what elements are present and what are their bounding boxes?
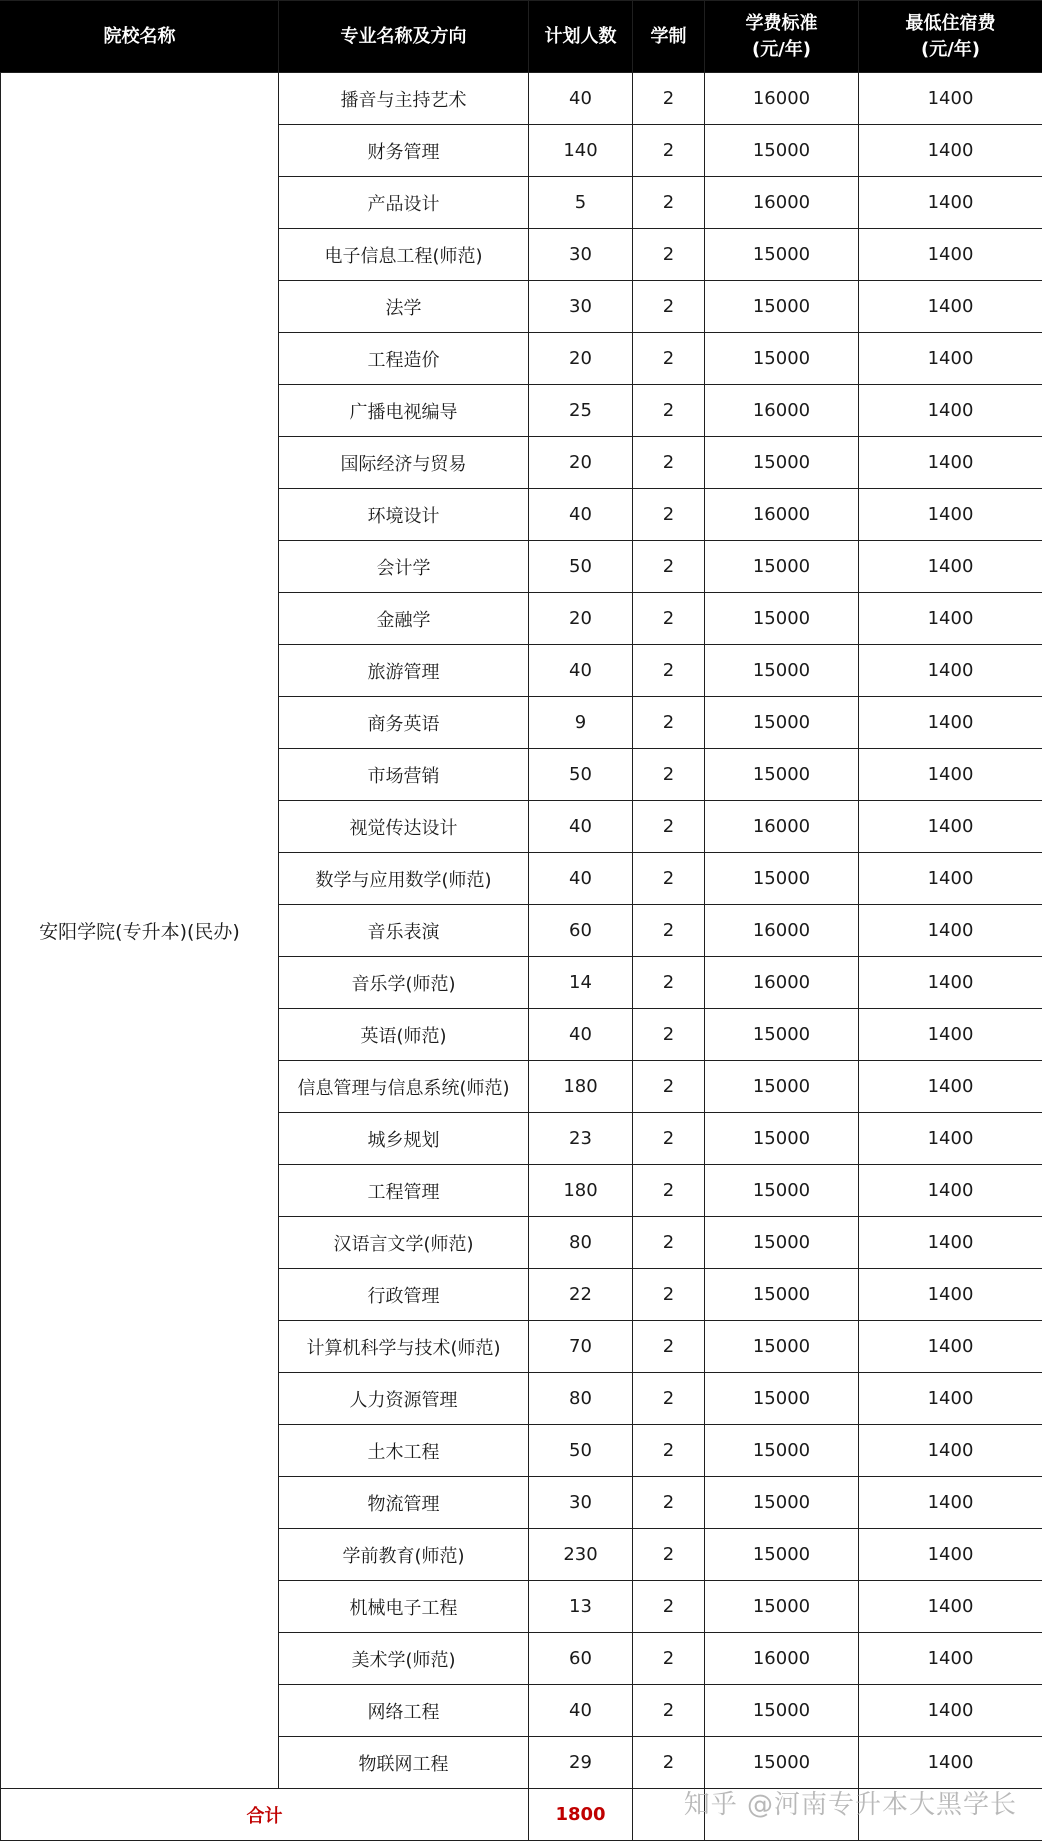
years-cell: 2 [633,229,705,281]
major-cell: 数学与应用数学(师范) [279,853,529,905]
major-cell: 国际经济与贸易 [279,437,529,489]
tuition-cell: 15000 [705,749,859,801]
plan-cell: 20 [529,593,633,645]
lodging-cell: 1400 [859,1113,1042,1165]
lodging-cell: 1400 [859,281,1042,333]
major-cell: 环境设计 [279,489,529,541]
major-cell: 英语(师范) [279,1009,529,1061]
major-cell: 网络工程 [279,1685,529,1737]
lodging-cell: 1400 [859,1217,1042,1269]
lodging-cell: 1400 [859,125,1042,177]
major-cell: 会计学 [279,541,529,593]
major-cell: 财务管理 [279,125,529,177]
header-tuition-line2: (元/年) [705,37,858,63]
tuition-cell: 15000 [705,1581,859,1633]
tuition-cell: 15000 [705,1009,859,1061]
tuition-cell: 16000 [705,1633,859,1685]
plan-cell: 22 [529,1269,633,1321]
years-cell: 2 [633,1009,705,1061]
plan-cell: 29 [529,1737,633,1789]
plan-cell: 9 [529,697,633,749]
tuition-cell: 16000 [705,801,859,853]
years-cell: 2 [633,593,705,645]
years-cell: 2 [633,1529,705,1581]
tuition-cell: 15000 [705,1737,859,1789]
years-cell: 2 [633,437,705,489]
watermark-text: 知乎 @河南专升本大黑学长 [684,1784,1017,1821]
plan-cell: 40 [529,645,633,697]
plan-cell: 13 [529,1581,633,1633]
plan-cell: 180 [529,1165,633,1217]
tuition-cell: 16000 [705,385,859,437]
tuition-cell: 15000 [705,1321,859,1373]
tuition-cell: 16000 [705,177,859,229]
tuition-cell: 16000 [705,489,859,541]
years-cell: 2 [633,385,705,437]
plan-cell: 20 [529,437,633,489]
lodging-cell: 1400 [859,957,1042,1009]
lodging-cell: 1400 [859,697,1042,749]
lodging-cell: 1400 [859,645,1042,697]
years-cell: 2 [633,177,705,229]
major-cell: 音乐学(师范) [279,957,529,1009]
lodging-cell: 1400 [859,1373,1042,1425]
years-cell: 2 [633,125,705,177]
lodging-cell: 1400 [859,437,1042,489]
lodging-cell: 1400 [859,1061,1042,1113]
tuition-cell: 15000 [705,1165,859,1217]
plan-cell: 140 [529,125,633,177]
lodging-cell: 1400 [859,853,1042,905]
years-cell: 2 [633,1061,705,1113]
major-cell: 计算机科学与技术(师范) [279,1321,529,1373]
plan-cell: 30 [529,229,633,281]
major-cell: 法学 [279,281,529,333]
header-plan: 计划人数 [529,1,633,73]
major-cell: 产品设计 [279,177,529,229]
tuition-cell: 15000 [705,1685,859,1737]
years-cell: 2 [633,1269,705,1321]
lodging-cell: 1400 [859,333,1042,385]
plan-cell: 40 [529,489,633,541]
plan-cell: 40 [529,1685,633,1737]
years-cell: 2 [633,957,705,1009]
plan-cell: 80 [529,1373,633,1425]
tuition-cell: 15000 [705,1217,859,1269]
tuition-cell: 15000 [705,1373,859,1425]
lodging-cell: 1400 [859,385,1042,437]
header-lodging [859,1,1042,73]
lodging-cell: 1400 [859,541,1042,593]
plan-cell: 23 [529,1113,633,1165]
years-cell: 2 [633,749,705,801]
tuition-cell: 16000 [705,73,859,125]
years-cell: 2 [633,541,705,593]
plan-cell: 40 [529,73,633,125]
lodging-cell: 1400 [859,1321,1042,1373]
years-cell: 2 [633,281,705,333]
major-cell: 电子信息工程(师范) [279,229,529,281]
lodging-cell: 1400 [859,489,1042,541]
years-cell: 2 [633,645,705,697]
lodging-cell: 1400 [859,593,1042,645]
tuition-cell: 16000 [705,905,859,957]
lodging-cell: 1400 [859,229,1042,281]
lodging-cell: 1400 [859,1269,1042,1321]
tuition-cell: 15000 [705,645,859,697]
tuition-cell: 15000 [705,125,859,177]
major-cell: 播音与主持艺术 [279,73,529,125]
lodging-cell: 1400 [859,1425,1042,1477]
plan-cell: 30 [529,1477,633,1529]
header-school: 院校名称 [1,1,279,73]
lodging-cell: 1400 [859,1737,1042,1789]
major-cell: 行政管理 [279,1269,529,1321]
tuition-cell: 15000 [705,1529,859,1581]
tuition-cell: 15000 [705,437,859,489]
years-cell: 2 [633,1425,705,1477]
years-cell: 2 [633,73,705,125]
years-cell: 2 [633,1113,705,1165]
tuition-cell: 15000 [705,1113,859,1165]
lodging-cell: 1400 [859,905,1042,957]
major-cell: 城乡规划 [279,1113,529,1165]
lodging-cell: 1400 [859,177,1042,229]
years-cell: 2 [633,1633,705,1685]
major-cell: 旅游管理 [279,645,529,697]
lodging-cell: 1400 [859,1581,1042,1633]
lodging-cell: 1400 [859,1165,1042,1217]
years-cell: 2 [633,1217,705,1269]
years-cell: 2 [633,333,705,385]
lodging-cell: 1400 [859,749,1042,801]
plan-cell: 230 [529,1529,633,1581]
plan-cell: 60 [529,905,633,957]
lodging-cell: 1400 [859,1009,1042,1061]
tuition-cell: 16000 [705,957,859,1009]
plan-cell: 40 [529,1009,633,1061]
years-cell: 2 [633,853,705,905]
major-cell: 土木工程 [279,1425,529,1477]
school-name-cell: 安阳学院(专升本)(民办) [1,73,279,1789]
major-cell: 广播电视编导 [279,385,529,437]
major-cell: 物流管理 [279,1477,529,1529]
major-cell: 学前教育(师范) [279,1529,529,1581]
major-cell: 金融学 [279,593,529,645]
tuition-cell: 15000 [705,593,859,645]
tuition-cell: 15000 [705,1269,859,1321]
tuition-cell: 15000 [705,229,859,281]
header-tuition [705,1,859,73]
lodging-cell: 1400 [859,1529,1042,1581]
tuition-cell: 15000 [705,333,859,385]
years-cell: 2 [633,489,705,541]
plan-cell: 14 [529,957,633,1009]
lodging-cell: 1400 [859,801,1042,853]
plan-cell: 30 [529,281,633,333]
plan-cell: 25 [529,385,633,437]
years-cell: 2 [633,697,705,749]
years-cell: 2 [633,1737,705,1789]
plan-cell: 50 [529,1425,633,1477]
major-cell: 市场营销 [279,749,529,801]
plan-cell: 40 [529,853,633,905]
years-cell: 2 [633,1477,705,1529]
major-cell: 汉语言文学(师范) [279,1217,529,1269]
plan-cell: 70 [529,1321,633,1373]
major-cell: 工程造价 [279,333,529,385]
header-row [1,1,1042,73]
tuition-cell: 15000 [705,1425,859,1477]
tuition-cell: 15000 [705,1061,859,1113]
major-cell: 信息管理与信息系统(师范) [279,1061,529,1113]
header-major: 专业名称及方向 [279,1,529,73]
header-years: 学制 [633,1,705,73]
major-cell: 人力资源管理 [279,1373,529,1425]
plan-cell: 50 [529,541,633,593]
tuition-cell: 15000 [705,853,859,905]
total-value: 1800 [529,1789,633,1841]
plan-cell: 5 [529,177,633,229]
lodging-cell: 1400 [859,1685,1042,1737]
years-cell: 2 [633,801,705,853]
major-cell: 工程管理 [279,1165,529,1217]
years-cell: 2 [633,1165,705,1217]
lodging-cell: 1400 [859,1633,1042,1685]
plan-cell: 60 [529,1633,633,1685]
plan-cell: 40 [529,801,633,853]
major-cell: 物联网工程 [279,1737,529,1789]
major-cell: 机械电子工程 [279,1581,529,1633]
header-lodging-line2: (元/年) [859,37,1042,63]
tuition-cell: 15000 [705,281,859,333]
lodging-cell: 1400 [859,1477,1042,1529]
tuition-cell: 15000 [705,697,859,749]
lodging-cell: 1400 [859,73,1042,125]
total-label: 合计 [1,1789,529,1841]
major-cell: 商务英语 [279,697,529,749]
major-cell: 美术学(师范) [279,1633,529,1685]
plan-cell: 20 [529,333,633,385]
tuition-cell: 15000 [705,1477,859,1529]
header-lodging-line1: 最低住宿费 [859,11,1042,37]
years-cell: 2 [633,1321,705,1373]
header-tuition-line1: 学费标准 [705,11,858,37]
years-cell: 2 [633,1373,705,1425]
major-cell: 音乐表演 [279,905,529,957]
plan-cell: 180 [529,1061,633,1113]
years-cell: 2 [633,1685,705,1737]
major-cell: 视觉传达设计 [279,801,529,853]
table-row [1,73,1042,125]
tuition-cell: 15000 [705,541,859,593]
plan-cell: 80 [529,1217,633,1269]
years-cell: 2 [633,1581,705,1633]
plan-cell: 50 [529,749,633,801]
years-cell: 2 [633,905,705,957]
